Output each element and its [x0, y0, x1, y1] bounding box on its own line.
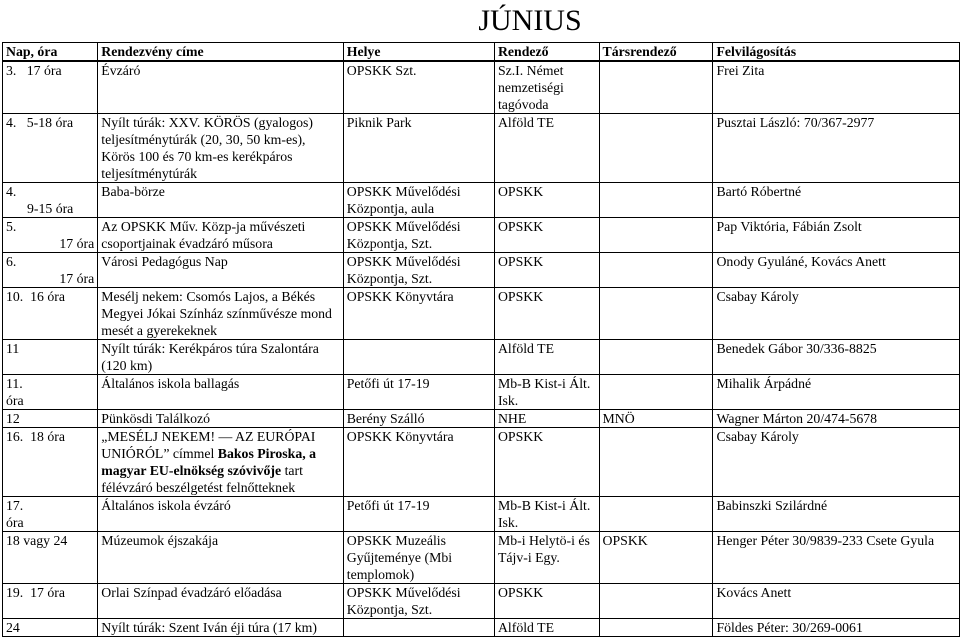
event-cell: Nyílt túrák: XXV. KÖRÖS (gyalogos) teljesítménytúrák (20, 30, 50 km-es), Körös 100 és 70 km-es kerékpáros teljesítménytúrák [98, 114, 343, 183]
event-cell: Orlai Színpad évadzáró előadása [98, 584, 343, 619]
day-time-cell: 19. 17 óra [3, 584, 98, 619]
table-row [3, 619, 960, 637]
event-cell: Évzáró [98, 61, 343, 114]
info-cell: Frei Zita [713, 61, 960, 114]
place-cell: OPSKK Művelődési Központja, Szt. [343, 218, 494, 253]
table-row [3, 288, 960, 340]
organizer-cell: Mb-B Kist-i Ált. Isk. [494, 375, 599, 410]
day-time-cell: 10. 16 óra [3, 288, 98, 340]
table-row [3, 410, 960, 428]
place-cell: Petőfi út 17-19 [343, 497, 494, 532]
place-cell: Piknik Park [343, 114, 494, 183]
day-time-cell: 18 vagy 24 [3, 532, 98, 584]
info-cell: Mihalik Árpádné [713, 375, 960, 410]
info-cell: Pap Viktória, Fábián Zsolt [713, 218, 960, 253]
info-cell: Pusztai László: 70/367-2977 [713, 114, 960, 183]
table-row [3, 253, 960, 288]
place-cell: OPSKK Szt. [343, 61, 494, 114]
co-organizer-cell [599, 253, 713, 288]
event-cell: Általános iskola ballagás [98, 375, 343, 410]
day-time-cell: 5. 17 óra [3, 218, 98, 253]
header-place: Helye [343, 43, 494, 62]
table-row [3, 183, 960, 218]
place-cell: OPSKK Könyvtára [343, 288, 494, 340]
co-organizer-cell [599, 584, 713, 619]
info-cell: Kovács Anett [713, 584, 960, 619]
header-organizer: Rendező [494, 43, 599, 62]
header-information: Felvilágosítás [713, 43, 960, 62]
info-cell: Csabay Károly [713, 428, 960, 497]
co-organizer-cell [599, 288, 713, 340]
co-organizer-cell [599, 428, 713, 497]
table-row [3, 584, 960, 619]
table-row [3, 497, 960, 532]
table-row [3, 532, 960, 584]
header-day-time: Nap, óra [3, 43, 98, 62]
table-row [3, 114, 960, 183]
place-cell: OPSKK Művelődési Központja, Szt. [343, 584, 494, 619]
event-cell: Az OPSKK Műv. Közp-ja művészeti csoportjainak évadzáró műsora [98, 218, 343, 253]
day-time-cell: 4. 5-18 óra [3, 114, 98, 183]
event-cell: Nyílt túrák: Kerékpáros túra Szalontára (120 km) [98, 340, 343, 375]
organizer-cell: Sz.I. Német nemzetiségi tagóvoda [494, 61, 599, 114]
info-cell: Wagner Márton 20/474-5678 [713, 410, 960, 428]
table-row [3, 61, 960, 114]
event-cell: Nyílt túrák: Szent Iván éji túra (17 km) [98, 619, 343, 637]
organizer-cell: OPSKK [494, 584, 599, 619]
info-cell: Csabay Károly [713, 288, 960, 340]
event-cell: Múzeumok éjszakája [98, 532, 343, 584]
table-header-row [3, 43, 960, 62]
co-organizer-cell [599, 619, 713, 637]
event-cell: „MESÉLJ NEKEM! — AZ EURÓPAI UNIÓRÓL” címmel Bakos Piroska, a magyar EU-elnökség szóvivője tart félévzáró beszélgetést felnőtteknek [98, 428, 343, 497]
table-row [3, 340, 960, 375]
event-cell: Mesélj nekem: Csomós Lajos, a Békés Megyei Jókai Színház színművésze mond mesét a gyerekeknek [98, 288, 343, 340]
place-cell: OPSKK Művelődési Központja, Szt. [343, 253, 494, 288]
co-organizer-cell [599, 61, 713, 114]
day-time-cell: 3. 17 óra [3, 61, 98, 114]
table-row [3, 375, 960, 410]
organizer-cell: Mb-B Kist-i Ált. Isk. [494, 497, 599, 532]
info-cell: Bartó Róbertné [713, 183, 960, 218]
organizer-cell: OPSKK [494, 218, 599, 253]
day-time-cell: 11 [3, 340, 98, 375]
co-organizer-cell [599, 375, 713, 410]
organizer-cell: OPSKK [494, 288, 599, 340]
table-row [3, 428, 960, 497]
co-organizer-cell [599, 340, 713, 375]
day-time-cell: 16. 18 óra [3, 428, 98, 497]
page-title: JÚNIUS [478, 4, 582, 37]
info-cell: Onody Gyuláné, Kovács Anett [713, 253, 960, 288]
info-cell: Benedek Gábor 30/336-8825 [713, 340, 960, 375]
co-organizer-cell [599, 497, 713, 532]
organizer-cell: NHE [494, 410, 599, 428]
day-time-cell: 12 [3, 410, 98, 428]
events-table [2, 42, 960, 637]
info-cell: Henger Péter 30/9839-233 Csete Gyula [713, 532, 960, 584]
day-time-cell: 6. 17 óra [3, 253, 98, 288]
organizer-cell: Alföld TE [494, 340, 599, 375]
event-cell: Baba-börze [98, 183, 343, 218]
event-cell: Általános iskola évzáró [98, 497, 343, 532]
day-time-cell: 11. óra [3, 375, 98, 410]
co-organizer-cell: OPSKK [599, 532, 713, 584]
place-cell: OPSKK Muzeális Gyűjteménye (Mbi templomok) [343, 532, 494, 584]
place-cell: Berény Szálló [343, 410, 494, 428]
organizer-cell: Mb-i Helytö-i és Tájv-i Egy. [494, 532, 599, 584]
table-row [3, 218, 960, 253]
header-event-title: Rendezvény címe [98, 43, 343, 62]
day-time-cell: 4. 9-15 óra [3, 183, 98, 218]
event-cell: Pünkösdi Találkozó [98, 410, 343, 428]
organizer-cell: Alföld TE [494, 619, 599, 637]
info-cell: Földes Péter: 30/269-0061 [713, 619, 960, 637]
header-co-organizer: Társrendező [599, 43, 713, 62]
co-organizer-cell [599, 183, 713, 218]
organizer-cell: OPSKK [494, 183, 599, 218]
place-cell [343, 619, 494, 637]
co-organizer-cell [599, 114, 713, 183]
info-cell: Babinszki Szilárdné [713, 497, 960, 532]
co-organizer-cell [599, 218, 713, 253]
organizer-cell: OPSKK [494, 253, 599, 288]
day-time-cell: 17. óra [3, 497, 98, 532]
day-time-cell: 24 [3, 619, 98, 637]
place-cell: OPSKK Művelődési Központja, aula [343, 183, 494, 218]
place-cell: OPSKK Könyvtára [343, 428, 494, 497]
co-organizer-cell: MNÖ [599, 410, 713, 428]
place-cell [343, 340, 494, 375]
place-cell: Petőfi út 17-19 [343, 375, 494, 410]
organizer-cell: OPSKK [494, 428, 599, 497]
organizer-cell: Alföld TE [494, 114, 599, 183]
event-cell: Városi Pedagógus Nap [98, 253, 343, 288]
